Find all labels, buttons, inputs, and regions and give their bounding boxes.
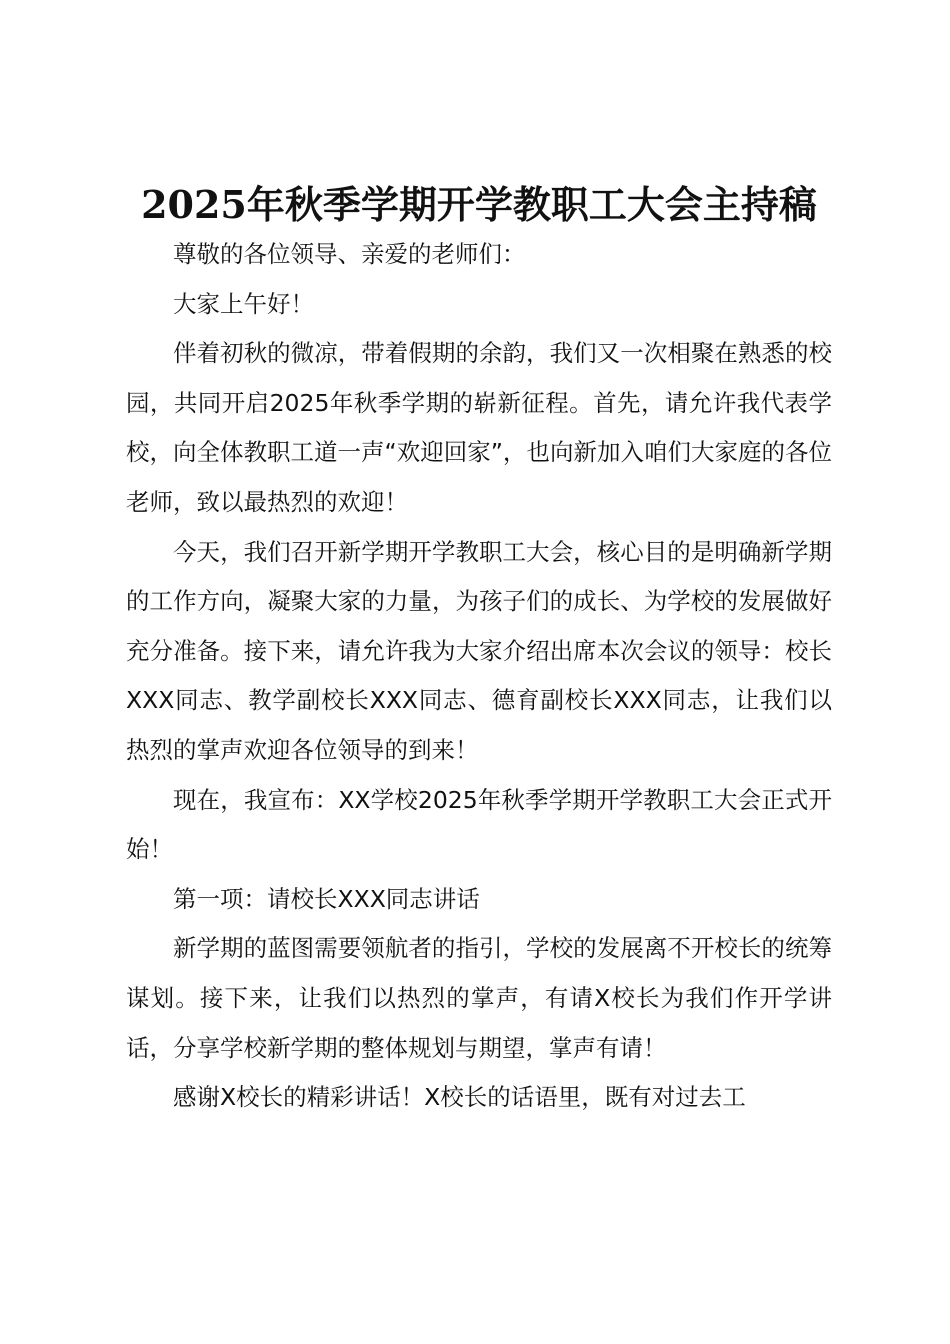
- paragraph-principal-invitation: 新学期的蓝图需要领航者的指引，学校的发展离不开校长的统筹谋划。接下来，让我们以热烈的掌声，有请X校长为我们作开学讲话，分享学校新学期的整体规划与期望，掌声有请！: [126, 934, 832, 1062]
- paragraph-welcome: 伴着初秋的微凉，带着假期的余韵，我们又一次相聚在熟悉的校园，共同开启2025年秋季学期的崭新征程。首先，请允许我代表学校，向全体教职工道一声“欢迎回家”，也向新加入咱们大家庭的各位老师，致以最热烈的欢迎！: [126, 339, 832, 516]
- paragraph-salutation: 尊敬的各位领导、亲爱的老师们：: [173, 240, 526, 268]
- document-title: 2025年秋季学期开学教职工大会主持稿: [141, 182, 817, 227]
- paragraph-agenda-item-1: 第一项：请校长XXX同志讲话: [173, 884, 480, 913]
- paragraph-introduction: 今天，我们召开新学期开学教职工大会，核心目的是明确新学期的工作方向，凝聚大家的力量，为孩子们的成长、为学校的发展做好充分准备。接下来，请允许我为大家介绍出席本次会议的领导：校长XXX同志、教学副校长XXX同志、德育副校长XXX同志，让我们以热烈的掌声欢迎各位领导的到来！: [126, 537, 832, 764]
- document-page: [126, 180, 832, 1123]
- paragraph-thanks: 感谢X校长的精彩讲话！X校长的话语里，既有对过去工: [173, 1083, 746, 1112]
- paragraph-opening-announcement: 现在，我宣布：XX学校2025年秋季学期开学教职工大会正式开始！: [126, 785, 832, 864]
- paragraph-greeting: 大家上午好！: [173, 289, 314, 318]
